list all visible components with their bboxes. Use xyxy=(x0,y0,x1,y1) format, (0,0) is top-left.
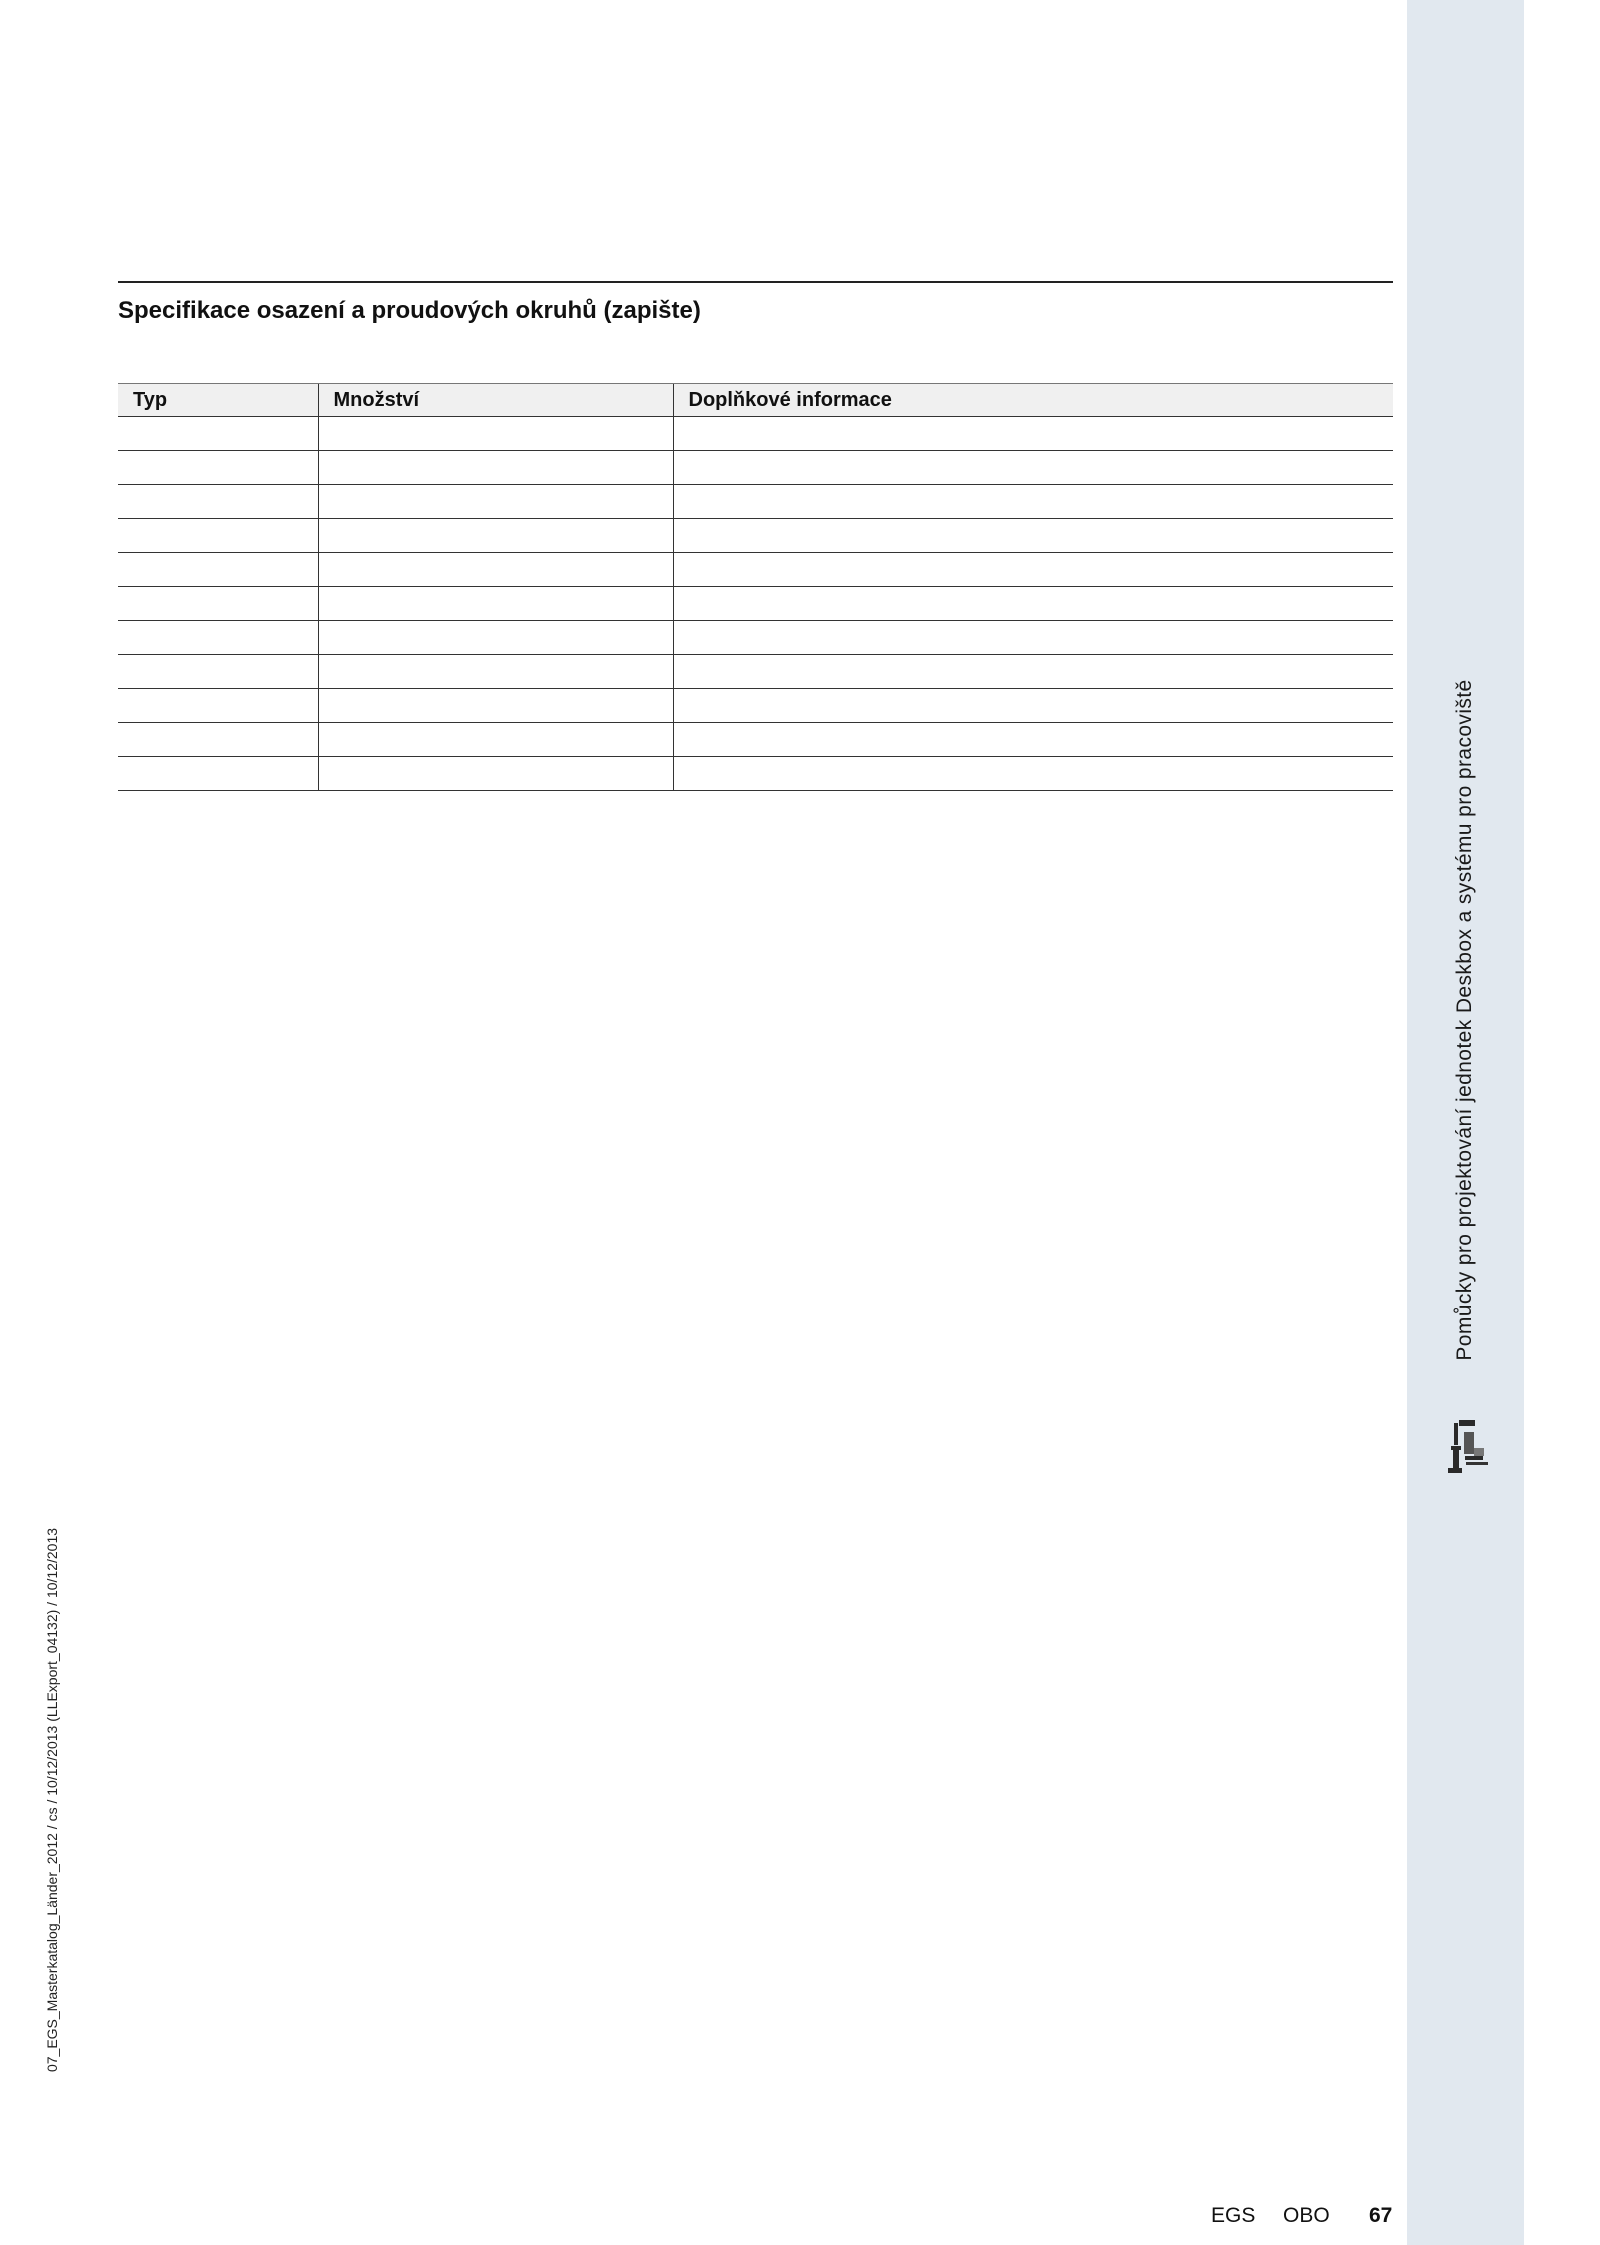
table-cell xyxy=(673,485,1393,519)
table-cell xyxy=(118,723,318,757)
table-cell xyxy=(673,757,1393,791)
sidebar-title: Pomůcky pro projektování jednotek Deskbox a systému pro pracoviště xyxy=(1453,679,1476,1361)
column-header-typ: Typ xyxy=(118,384,318,417)
table-cell xyxy=(318,451,673,485)
table-row xyxy=(118,723,1393,757)
table-row xyxy=(118,757,1393,791)
table-cell xyxy=(673,723,1393,757)
specification-table xyxy=(118,383,1393,791)
table-row xyxy=(118,655,1393,689)
table-cell xyxy=(318,485,673,519)
table-row xyxy=(118,587,1393,621)
catalog-code: 07_EGS_Masterkatalog_Länder_2012 / cs / 10/12/2013 (LLExport_04132) / 10/12/2013 xyxy=(44,1527,60,2073)
table-cell xyxy=(318,655,673,689)
page-number: 67 xyxy=(1369,2204,1393,2227)
footer-brand-obo: OBO xyxy=(1283,2204,1330,2227)
table-cell xyxy=(673,655,1393,689)
table-cell xyxy=(118,757,318,791)
section-title: Specifikace osazení a proudových okruhů (zapište) xyxy=(118,297,701,324)
workstation-icon xyxy=(1440,1418,1492,1476)
footer-brand-egs: EGS xyxy=(1211,2204,1256,2227)
table-cell xyxy=(118,621,318,655)
table-cell xyxy=(673,451,1393,485)
table-row xyxy=(118,519,1393,553)
table-row xyxy=(118,689,1393,723)
table-cell xyxy=(318,519,673,553)
table-row xyxy=(118,553,1393,587)
table-cell xyxy=(318,587,673,621)
column-header-doplnkove-informace: Doplňkové informace xyxy=(673,384,1393,417)
table-cell xyxy=(318,723,673,757)
column-header-mnozstvi: Množství xyxy=(318,384,673,417)
table-cell xyxy=(118,587,318,621)
table-cell xyxy=(318,553,673,587)
table-cell xyxy=(118,655,318,689)
table-cell xyxy=(118,519,318,553)
table-row xyxy=(118,451,1393,485)
table-row xyxy=(118,485,1393,519)
table-cell xyxy=(118,451,318,485)
table-header-row xyxy=(118,384,1393,417)
table-cell xyxy=(673,417,1393,451)
table-cell xyxy=(673,587,1393,621)
table-cell xyxy=(118,485,318,519)
table-cell xyxy=(118,417,318,451)
table-cell xyxy=(118,689,318,723)
table-row xyxy=(118,621,1393,655)
table-cell xyxy=(673,553,1393,587)
table-row xyxy=(118,417,1393,451)
table-cell xyxy=(318,757,673,791)
table-cell xyxy=(318,621,673,655)
table-cell xyxy=(673,621,1393,655)
table-cell xyxy=(118,553,318,587)
table-cell xyxy=(318,689,673,723)
table-cell xyxy=(318,417,673,451)
section-rule xyxy=(118,281,1393,283)
table-cell xyxy=(673,519,1393,553)
table-cell xyxy=(673,689,1393,723)
